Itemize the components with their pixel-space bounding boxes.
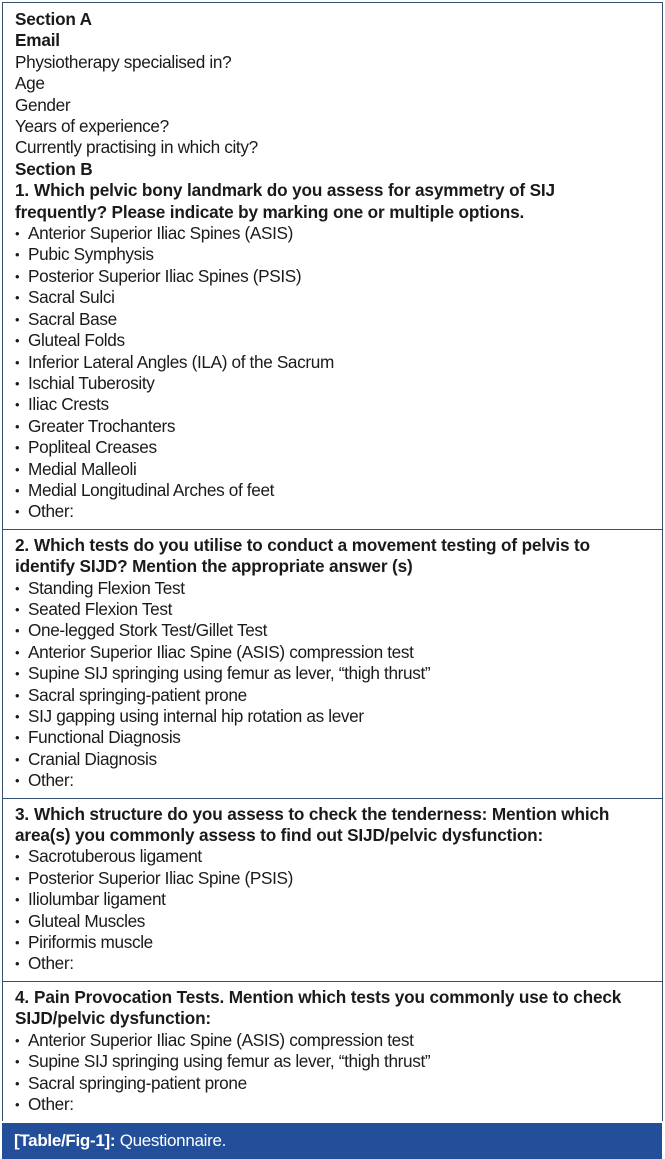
question-1: [15, 180, 662, 523]
field-age: Age: [15, 73, 45, 94]
bullet-icon: •: [15, 935, 20, 951]
option-item: [15, 501, 662, 522]
option-label: SIJ gapping using internal hip rotation as lever: [28, 706, 364, 726]
question-2-text-line-1: 2. Which tests do you utilise to conduct a movement testing of pelvis to: [15, 534, 590, 555]
bullet-icon: •: [15, 623, 20, 639]
option-label: Sacral springing-patient prone: [28, 684, 247, 705]
bullet-icon: •: [15, 870, 20, 886]
option-label: Other:: [28, 770, 74, 791]
option-label: Piriformis muscle: [28, 932, 153, 953]
question-3-options: [15, 846, 662, 974]
option-item: [15, 480, 662, 501]
option-label: Posterior Superior Iliac Spine (PSIS): [28, 867, 294, 888]
bullet-icon: •: [15, 1075, 20, 1091]
bullet-icon: •: [15, 666, 20, 682]
option-item: [15, 663, 662, 684]
option-label: Pubic Symphysis: [28, 244, 154, 265]
option-label: Anterior Superior Iliac Spine (ASIS) compression test: [28, 1029, 414, 1050]
bullet-icon: •: [15, 504, 20, 520]
option-label: Sacral springing-patient prone: [28, 1072, 247, 1093]
figure-caption: [2, 1123, 662, 1159]
bullet-icon: •: [15, 397, 20, 413]
bullet-icon: •: [15, 751, 20, 767]
option-item: [15, 266, 662, 287]
option-item: [15, 685, 662, 706]
field-gender: Gender: [15, 94, 71, 115]
option-label: Inferior Lateral Angles (ILA) of the Sacrum: [28, 351, 334, 372]
bullet-icon: •: [15, 311, 20, 327]
option-item: [15, 953, 662, 974]
bullet-icon: •: [15, 247, 20, 263]
question-3-number: 3.: [15, 803, 30, 824]
questionnaire-table: [2, 2, 663, 1121]
question-4-text-line-2: SIJD/pelvic dysfunction:: [15, 1008, 212, 1029]
question-3-text-line-1: 3. Which structure do you assess to check the tenderness: Mention which: [15, 803, 610, 824]
option-item: [15, 1094, 662, 1115]
option-item: [15, 459, 662, 480]
option-item: [15, 642, 662, 663]
option-label: Seated Flexion Test: [28, 598, 172, 619]
bullet-icon: •: [15, 773, 20, 789]
bullet-icon: •: [15, 1054, 20, 1070]
option-item: [15, 330, 662, 351]
option-item: [15, 244, 662, 265]
question-3-text-line-2: area(s) you commonly assess to find out SIJD/pelvic dysfunction:: [15, 825, 544, 846]
option-label: Anterior Superior Iliac Spines (ASIS): [28, 223, 294, 244]
option-label: Cranial Diagnosis: [28, 748, 157, 769]
option-label: Standing Flexion Test: [28, 577, 185, 598]
question-1-text-line-2: frequently? Please indicate by marking one or multiple options.: [15, 201, 525, 222]
table-row-section-a-q1: [3, 3, 662, 530]
option-item: [15, 416, 662, 437]
option-item: [15, 1073, 662, 1094]
option-label: Popliteal Creases: [28, 437, 157, 458]
option-item: [15, 1030, 662, 1051]
question-4-text-line-1: 4. Pain Provocation Tests. Mention which tests you commonly use to check: [15, 986, 622, 1007]
option-item: [15, 620, 662, 641]
option-label: Anterior Superior Iliac Spine (ASIS) compression test: [28, 641, 414, 662]
field-email: Email: [15, 30, 60, 51]
option-label: Ischial Tuberosity: [28, 372, 155, 393]
table-row-q4: [3, 982, 662, 1121]
question-2-options: [15, 578, 662, 792]
option-label: Iliac Crests: [28, 394, 109, 415]
question-2: [15, 535, 662, 792]
option-label: Medial Malleoli: [28, 458, 137, 479]
option-label: Iliolumbar ligament: [28, 889, 166, 910]
bullet-icon: •: [15, 1032, 20, 1048]
option-label: Other:: [28, 501, 74, 522]
bullet-icon: •: [15, 601, 20, 617]
bullet-icon: •: [15, 892, 20, 908]
bullet-icon: •: [15, 375, 20, 391]
bullet-icon: •: [15, 709, 20, 724]
field-practising-city: Currently practising in which city?: [15, 137, 258, 158]
option-label: One-legged Stork Test/Gillet Test: [28, 620, 268, 641]
option-label: Greater Trochanters: [28, 415, 176, 436]
option-item: [15, 373, 662, 394]
bullet-icon: •: [15, 461, 20, 477]
option-item: [15, 437, 662, 458]
bullet-icon: •: [15, 418, 20, 434]
option-label: Gluteal Folds: [28, 330, 125, 351]
bullet-icon: •: [15, 1096, 20, 1112]
caption-label: [Table/Fig-1]:: [14, 1131, 116, 1150]
option-label: Other:: [28, 1093, 74, 1114]
bullet-icon: •: [15, 482, 20, 498]
bullet-icon: •: [15, 644, 20, 660]
option-item: [15, 578, 662, 599]
bullet-icon: •: [15, 268, 20, 284]
option-item: [15, 309, 662, 330]
question-2-text-line-2: identify SIJD? Mention the appropriate answer (s): [15, 556, 413, 577]
option-item: [15, 749, 662, 770]
bullet-icon: •: [15, 440, 20, 456]
section-b-heading: Section B: [15, 158, 93, 179]
bullet-icon: •: [15, 956, 20, 972]
option-item: [15, 599, 662, 620]
option-label: Other:: [28, 953, 74, 974]
option-label: Functional Diagnosis: [28, 727, 181, 748]
bullet-icon: •: [15, 730, 20, 746]
option-item: [15, 287, 662, 308]
field-physiotherapy-specialisation: Physiotherapy specialised in?: [15, 51, 232, 72]
option-label: Supine SIJ springing using femur as lever, “thigh thrust”: [28, 1051, 431, 1072]
section-a-heading: Section A: [15, 9, 92, 29]
table-row-q2: [3, 530, 662, 799]
question-4-number: 4.: [15, 986, 30, 1007]
bullet-icon: •: [15, 913, 20, 929]
option-item: [15, 223, 662, 244]
bullet-icon: •: [15, 354, 20, 370]
option-item: [15, 889, 662, 910]
question-1-options: [15, 223, 662, 523]
question-4-options: [15, 1030, 662, 1116]
option-item: [15, 868, 662, 889]
question-1-text-line-1: 1. Which pelvic bony landmark do you assess for asymmetry of SIJ: [15, 180, 555, 201]
bullet-icon: •: [15, 290, 20, 306]
table-row-q3: [3, 799, 662, 982]
question-2-number: 2.: [15, 534, 30, 555]
option-item: [15, 846, 662, 867]
caption-text: Questionnaire.: [115, 1131, 227, 1150]
question-4: [15, 987, 662, 1115]
option-item: [15, 727, 662, 748]
option-item: [15, 1051, 662, 1072]
option-label: Sacrotuberous ligament: [28, 846, 202, 867]
bullet-icon: •: [15, 849, 20, 865]
option-item: [15, 394, 662, 415]
option-item: [15, 770, 662, 791]
bullet-icon: •: [15, 333, 20, 349]
bullet-icon: •: [15, 580, 20, 596]
bullet-icon: •: [15, 687, 20, 703]
question-3: [15, 804, 662, 975]
option-label: Gluteal Muscles: [28, 910, 146, 931]
option-label: Supine SIJ springing using femur as lever, “thigh thrust”: [28, 663, 431, 684]
option-item: [15, 932, 662, 953]
option-item: [15, 352, 662, 373]
option-item: [15, 706, 662, 727]
option-label: Sacral Base: [28, 308, 117, 329]
question-1-number: 1.: [15, 180, 30, 201]
option-label: Posterior Superior Iliac Spines (PSIS): [28, 265, 302, 286]
bullet-icon: •: [15, 226, 20, 242]
field-years-experience: Years of experience?: [15, 116, 169, 137]
option-item: [15, 911, 662, 932]
option-label: Sacral Sulci: [28, 287, 115, 308]
option-label: Medial Longitudinal Arches of feet: [28, 479, 275, 500]
